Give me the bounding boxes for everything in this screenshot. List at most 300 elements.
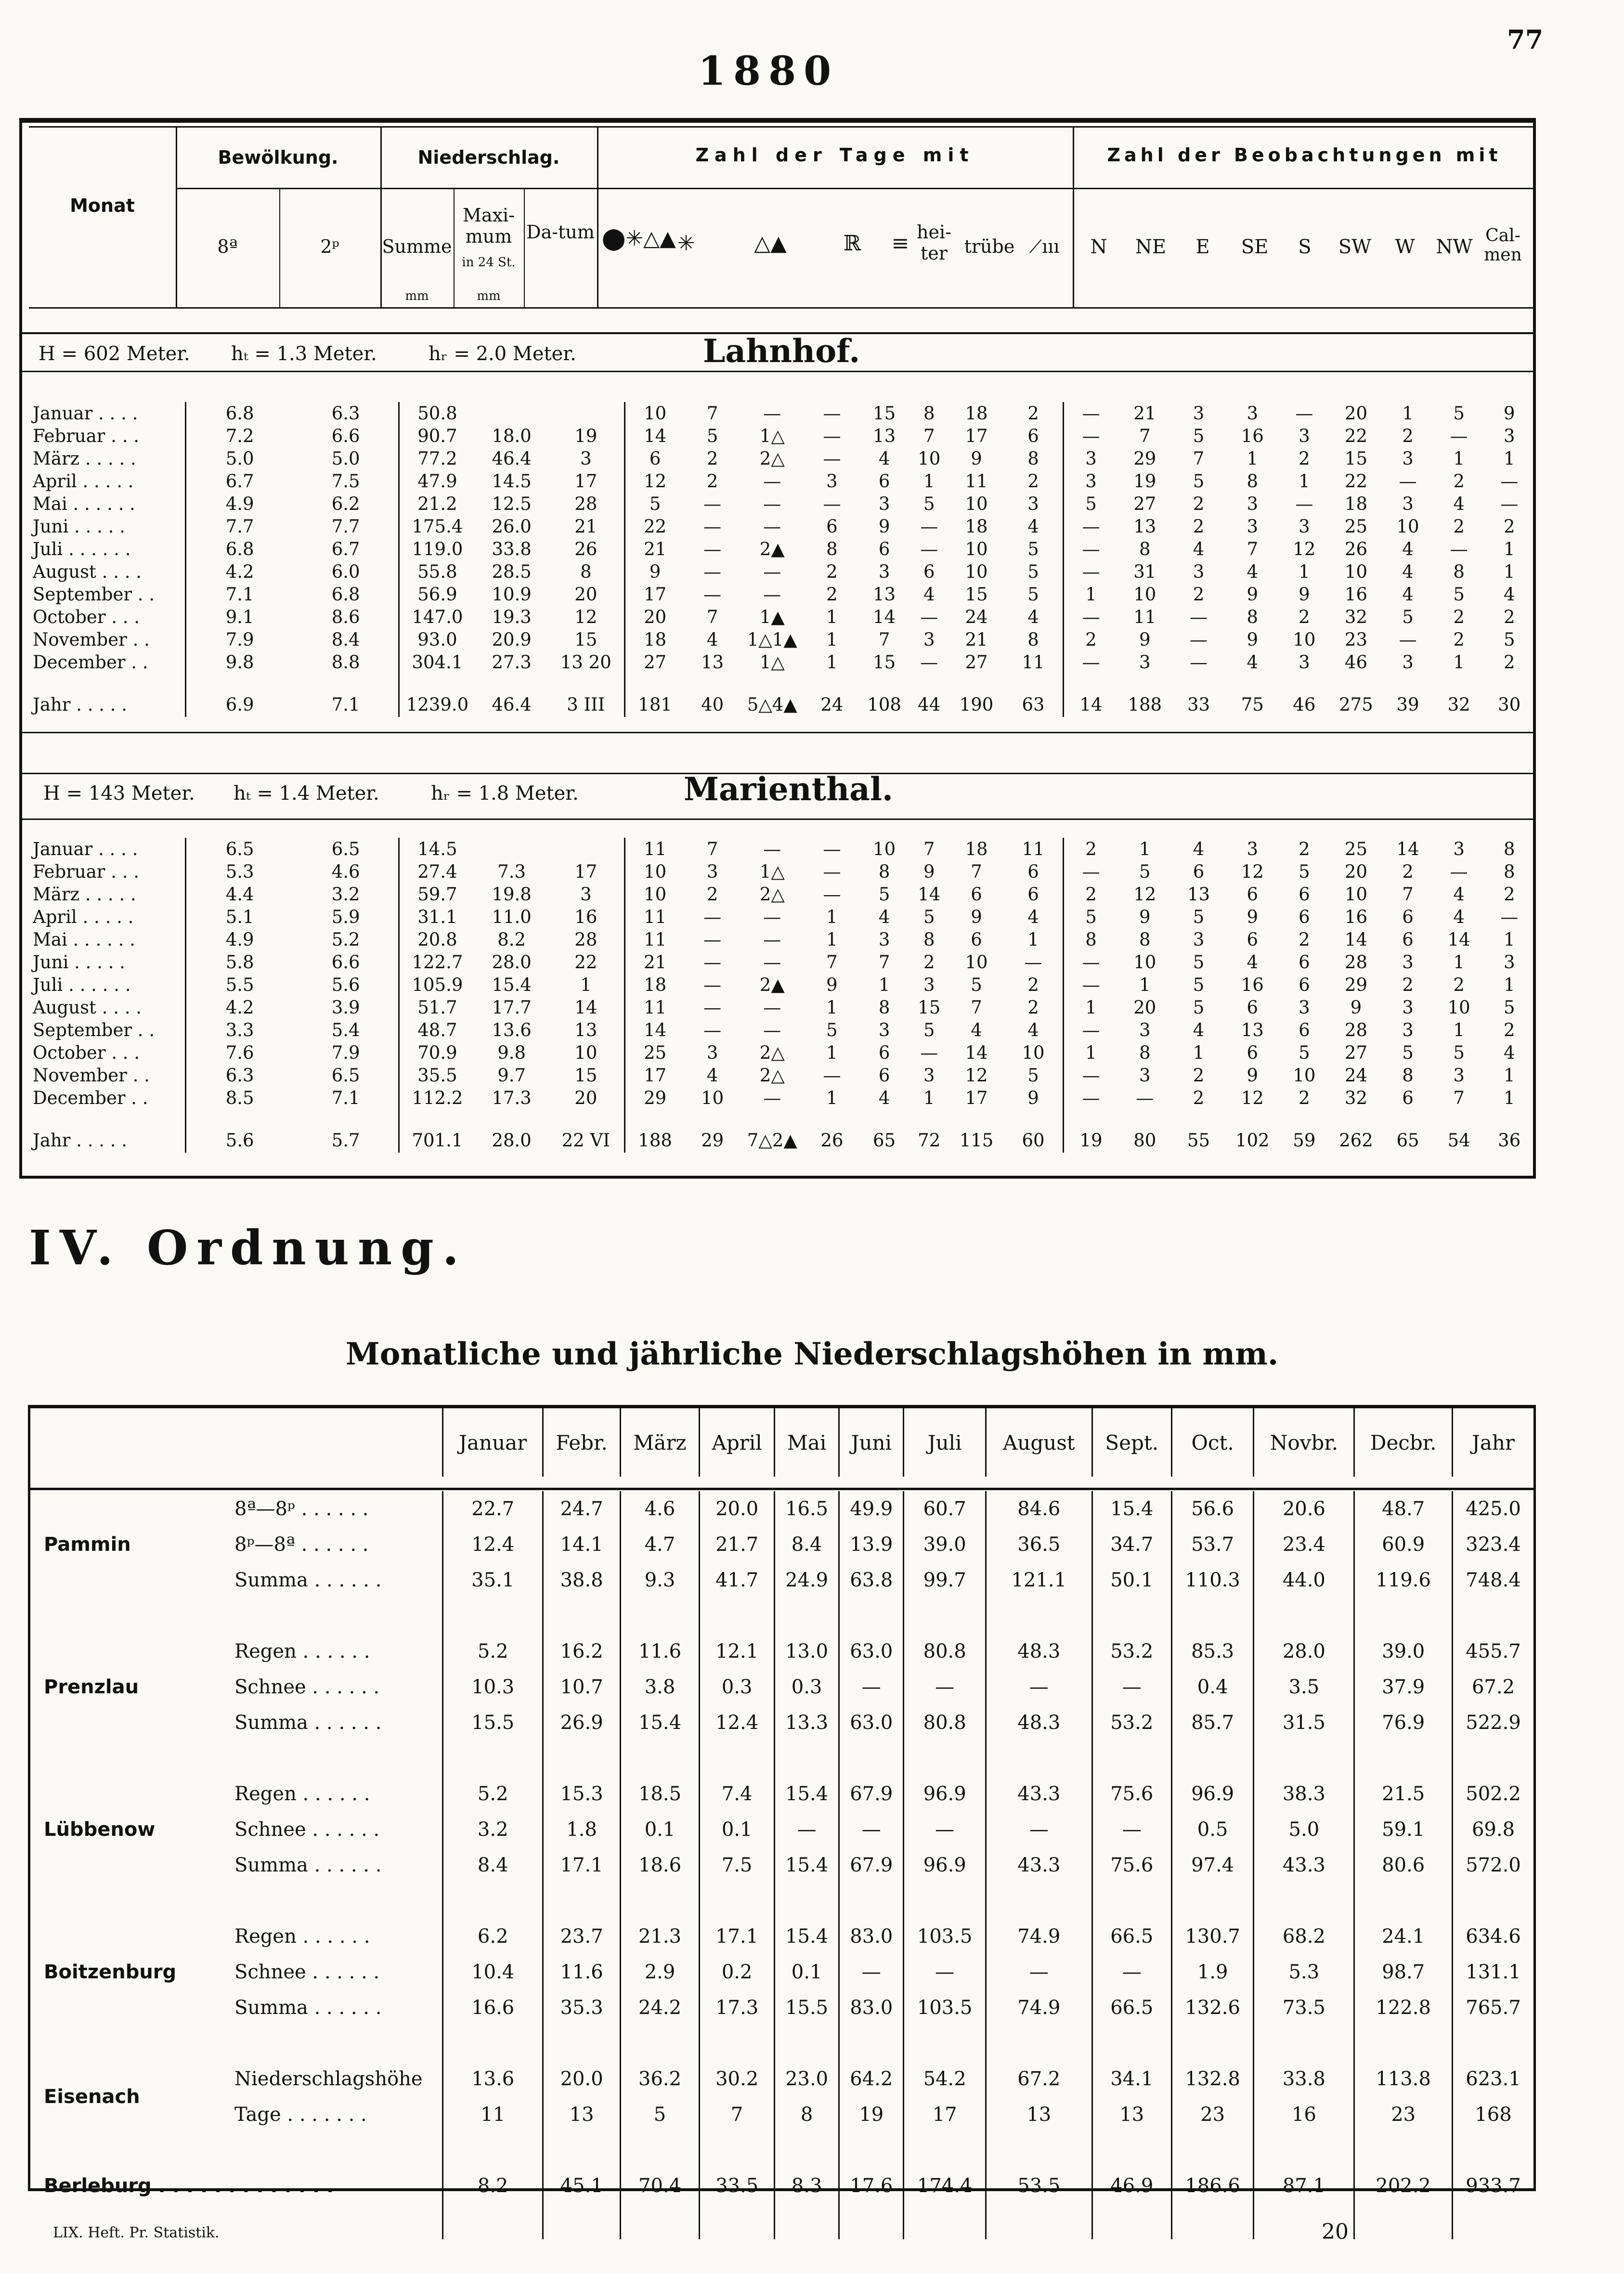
table-cell: 9 bbox=[624, 560, 685, 583]
spacer-cell bbox=[839, 2204, 904, 2239]
spacer-row bbox=[30, 1883, 1533, 1919]
table-cell: 8 bbox=[1027, 448, 1039, 469]
table-cell: 5 bbox=[706, 426, 718, 446]
table-cell: 8.5 bbox=[185, 1087, 293, 1109]
table-cell: — bbox=[703, 907, 722, 927]
table-cell: 14.5 bbox=[492, 471, 532, 492]
spacer-cell bbox=[1092, 1740, 1171, 1776]
spacer-cell bbox=[1354, 1883, 1453, 1919]
table-cell: 7 bbox=[1139, 426, 1151, 446]
table-cell: 4.4 bbox=[185, 883, 293, 906]
table-cell: 27.4 bbox=[399, 860, 475, 883]
table-cell: 188 bbox=[1128, 694, 1162, 715]
month-row bbox=[29, 1087, 1533, 1109]
table-cell: 2 bbox=[1453, 607, 1465, 627]
month-label: Januar . . . . bbox=[33, 839, 138, 859]
spacer-cell bbox=[620, 1883, 699, 1919]
month-label: September . . bbox=[33, 584, 155, 605]
table-cell: 8.4 bbox=[775, 1527, 839, 1562]
table-cell: 8 bbox=[775, 2097, 839, 2132]
table-cell: 2.9 bbox=[620, 1954, 699, 1990]
table-cell: 3 bbox=[1299, 516, 1310, 537]
month-label: März . . . . . bbox=[33, 448, 136, 469]
column-header: Jahr bbox=[1453, 1408, 1533, 1477]
table-cell: 4 bbox=[1193, 1020, 1205, 1040]
table-cell: — bbox=[986, 1812, 1092, 1847]
table-cell: 10.3 bbox=[443, 1669, 543, 1705]
spacer-cell bbox=[1254, 1740, 1354, 1776]
table-cell: 14 bbox=[873, 607, 896, 627]
table-cell: 19 bbox=[574, 426, 598, 446]
table-cell: 13.3 bbox=[775, 1705, 839, 1740]
table-cell: 74.9 bbox=[986, 1990, 1092, 2026]
table-cell: — bbox=[1295, 494, 1313, 514]
table-cell: 5.2 bbox=[331, 929, 360, 950]
table-cell: 39.0 bbox=[1354, 1634, 1453, 1669]
spacer-cell bbox=[700, 1598, 775, 1634]
header-summe: Summe bbox=[382, 236, 452, 257]
spacer-cell bbox=[1171, 1598, 1254, 1634]
table-cell: 0.5 bbox=[1171, 1812, 1254, 1847]
table-cell: 12 bbox=[1133, 884, 1156, 905]
table-cell: 85.3 bbox=[1171, 1634, 1254, 1669]
table-cell: 9.1 bbox=[185, 606, 293, 628]
table-cell: 43.3 bbox=[986, 1847, 1092, 1883]
hail-symbol-icon: △▲ bbox=[754, 231, 787, 256]
table-cell: 8 bbox=[878, 861, 890, 882]
spacer-cell bbox=[1354, 2132, 1453, 2168]
station-param-hr: hᵣ = 2.0 Meter. bbox=[429, 343, 576, 365]
table-cell: 181 bbox=[624, 674, 685, 717]
table-cell: 2 bbox=[1193, 494, 1205, 514]
table-cell: — bbox=[763, 839, 781, 859]
table-cell: 425.0 bbox=[1453, 1491, 1533, 1527]
table-cell: 3 bbox=[1247, 516, 1258, 537]
table-cell: 6.5 bbox=[331, 1065, 360, 1086]
month-row bbox=[29, 860, 1533, 883]
month-label: Mai . . . . . . bbox=[33, 494, 135, 514]
prec-table-right-rule bbox=[1533, 1405, 1536, 2190]
column-header: Decbr. bbox=[1354, 1408, 1453, 1477]
spacer-cell bbox=[443, 2204, 543, 2239]
table-cell: 5 bbox=[1402, 607, 1414, 627]
table-cell: 5 bbox=[1193, 426, 1205, 446]
month-label: Januar . . . . bbox=[33, 403, 138, 424]
table-cell: 7.1 bbox=[331, 1088, 360, 1108]
month-row bbox=[29, 1019, 1533, 1041]
table-cell: — bbox=[1500, 907, 1519, 927]
station-table-marienthal bbox=[29, 838, 1533, 1153]
table-cell: 5 bbox=[1299, 861, 1310, 882]
table-cell: 168 bbox=[1453, 2097, 1533, 2132]
table-cell: 67.2 bbox=[1453, 1669, 1533, 1705]
table-cell: 39 bbox=[1396, 694, 1419, 715]
table-cell: 2 bbox=[1064, 838, 1118, 860]
table-cell: 2 bbox=[1064, 883, 1118, 906]
table-cell: 7.1 bbox=[331, 694, 360, 715]
table-cell: 18 bbox=[965, 839, 988, 859]
spacer-cell bbox=[1453, 1598, 1533, 1634]
table-cell: 20.8 bbox=[399, 928, 475, 951]
table-cell: 23.4 bbox=[1254, 1527, 1354, 1562]
table-cell: 14 bbox=[965, 1042, 988, 1063]
table-row bbox=[30, 1954, 1533, 1990]
header-in24: in 24 St. bbox=[462, 255, 516, 270]
table-cell: 5 bbox=[1027, 1065, 1039, 1086]
table-cell: 9.7 bbox=[497, 1065, 526, 1086]
table-cell: 24.9 bbox=[775, 1562, 839, 1598]
table-cell: 98.7 bbox=[1354, 1954, 1453, 1990]
row-label: Regen . . . . . . bbox=[234, 1925, 370, 1948]
table-cell: 8 bbox=[826, 539, 838, 559]
table-row bbox=[30, 1990, 1533, 2026]
table-cell: 15 bbox=[1344, 448, 1367, 469]
table-cell: 67.9 bbox=[839, 1847, 904, 1883]
table-cell: 22 bbox=[1344, 471, 1367, 492]
table-cell: 186.6 bbox=[1171, 2168, 1254, 2204]
month-label: Mai . . . . . . bbox=[33, 929, 135, 950]
table-cell: 6 bbox=[1027, 861, 1039, 882]
table-cell: 2 bbox=[706, 884, 718, 905]
table-cell: — bbox=[904, 1669, 986, 1705]
table-cell: 6.7 bbox=[331, 539, 360, 559]
table-cell: 26 bbox=[574, 539, 598, 559]
table-cell: 1 bbox=[923, 1088, 935, 1108]
table-cell: 4 bbox=[878, 448, 890, 469]
month-label: März . . . . . bbox=[33, 884, 136, 905]
table-cell: 15.4 bbox=[775, 1847, 839, 1883]
table-cell: 7 bbox=[1193, 448, 1205, 469]
table-cell: 38.8 bbox=[543, 1562, 620, 1598]
table-cell: 2 bbox=[1027, 974, 1039, 995]
row-label: Schnee . . . . . . bbox=[234, 1961, 380, 1983]
spacer-cell bbox=[1453, 2204, 1533, 2239]
table-cell: 21 bbox=[965, 629, 988, 650]
row-label: Schnee . . . . . . bbox=[234, 1676, 380, 1698]
spacer-cell bbox=[904, 2026, 986, 2061]
table-cell: 46 bbox=[1293, 694, 1316, 715]
table-cell: 6.6 bbox=[331, 426, 360, 446]
table-cell: 6.8 bbox=[185, 538, 293, 560]
table-cell: 3 bbox=[1299, 426, 1310, 446]
table-cell: 9 bbox=[1247, 907, 1258, 927]
table-cell: 9 bbox=[826, 974, 838, 995]
table-row bbox=[30, 1812, 1533, 1847]
table-cell: 102 bbox=[1235, 1130, 1270, 1151]
table-cell: 80.8 bbox=[904, 1705, 986, 1740]
table-cell: 3 bbox=[1402, 652, 1414, 673]
table-cell: 32 bbox=[1447, 694, 1470, 715]
table-cell: 29 bbox=[624, 1087, 685, 1109]
table-cell: 67.9 bbox=[839, 1776, 904, 1812]
table-cell: 6.0 bbox=[331, 561, 360, 582]
spacer-cell bbox=[620, 2204, 699, 2239]
table-cell: 10 bbox=[965, 952, 988, 973]
table-cell: 14 bbox=[624, 1019, 685, 1041]
table-cell: 3 bbox=[878, 1020, 890, 1040]
header-zahl-beob: Zahl der Beobachtungen mit bbox=[1107, 144, 1502, 166]
table-cell: 5 bbox=[923, 1020, 935, 1040]
table-cell: 20 bbox=[1344, 861, 1367, 882]
table-cell: 262 bbox=[1339, 1130, 1373, 1151]
table-cell: 1 bbox=[826, 997, 838, 1018]
table-cell: 17 bbox=[965, 426, 988, 446]
spacer-cell bbox=[775, 1883, 839, 1919]
table-cell: 323.4 bbox=[1453, 1527, 1533, 1562]
station-param-ht: hₜ = 1.4 Meter. bbox=[234, 782, 379, 805]
spacer-cell bbox=[839, 1598, 904, 1634]
table-cell: 2 bbox=[1027, 403, 1039, 424]
table-cell: 17 bbox=[574, 861, 598, 882]
table-cell: 13 bbox=[701, 652, 724, 673]
column-header: April bbox=[700, 1408, 775, 1477]
column-header: Febr. bbox=[543, 1408, 620, 1477]
table-cell: 522.9 bbox=[1453, 1705, 1533, 1740]
table-cell: 55 bbox=[1187, 1130, 1210, 1151]
table-cell: 10 bbox=[965, 494, 988, 514]
table-cell: 2 bbox=[1453, 974, 1465, 995]
table-cell: 1△1▲ bbox=[747, 629, 797, 650]
table-cell: 1▲ bbox=[759, 607, 785, 627]
month-row bbox=[29, 1064, 1533, 1087]
table-cell: 14 bbox=[624, 425, 685, 447]
table-cell: 765.7 bbox=[1453, 1990, 1533, 2026]
table-cell: — bbox=[920, 516, 938, 537]
table-cell: 0.1 bbox=[700, 1812, 775, 1847]
table-cell: 10 bbox=[1022, 1042, 1045, 1063]
table-cell: 51.7 bbox=[399, 996, 475, 1019]
table-cell: 7 bbox=[706, 607, 718, 627]
table-cell: 2 bbox=[1503, 516, 1515, 537]
table-cell: 6 bbox=[923, 561, 935, 582]
table-cell: 108 bbox=[867, 694, 901, 715]
table-cell: — bbox=[1064, 538, 1118, 560]
spacer-cell bbox=[1171, 2026, 1254, 2061]
table-cell: 130.7 bbox=[1171, 1919, 1254, 1954]
table-cell: 8.2 bbox=[497, 929, 526, 950]
table-cell: 7 bbox=[826, 952, 838, 973]
table-cell: 11 bbox=[965, 471, 988, 492]
month-label: August . . . . bbox=[33, 561, 142, 582]
table-cell: 175.4 bbox=[399, 515, 475, 538]
table-cell: 20 bbox=[574, 1088, 598, 1108]
spacer-cell bbox=[1354, 1598, 1453, 1634]
table-cell: 5 bbox=[1402, 1042, 1414, 1063]
table-cell: 10 bbox=[1293, 1065, 1316, 1086]
table-cell: 8 bbox=[923, 403, 935, 424]
spacer-cell bbox=[543, 1598, 620, 1634]
table-cell: 15 bbox=[873, 403, 896, 424]
station-param-hr: hᵣ = 1.8 Meter. bbox=[431, 782, 579, 805]
table-cell: 32 bbox=[1344, 1088, 1367, 1108]
table-cell: 14.1 bbox=[543, 1527, 620, 1562]
table-cell: 66.5 bbox=[1092, 1990, 1171, 2026]
table-cell: 18 bbox=[965, 403, 988, 424]
table-cell: 5 bbox=[1193, 974, 1205, 995]
table-cell: 5 bbox=[1193, 997, 1205, 1018]
table-cell: 25 bbox=[1344, 839, 1367, 859]
table-cell: 2 bbox=[1299, 929, 1310, 950]
table-cell: 4 bbox=[1027, 607, 1039, 627]
table-cell: — bbox=[763, 584, 781, 605]
table-cell: 8 bbox=[923, 929, 935, 950]
table-cell: — bbox=[703, 1020, 722, 1040]
month-row bbox=[29, 538, 1533, 560]
table-cell: 44 bbox=[918, 694, 941, 715]
table-cell: 3 bbox=[1247, 839, 1258, 859]
table-cell: 10 bbox=[1396, 516, 1419, 537]
table-cell: 2 bbox=[706, 448, 718, 469]
table-cell: 147.0 bbox=[399, 606, 475, 628]
table-cell: 4.6 bbox=[620, 1491, 699, 1527]
header-blank bbox=[30, 1408, 443, 1477]
table-cell: 20.0 bbox=[700, 1491, 775, 1527]
table-cell: 7 bbox=[1453, 1088, 1465, 1108]
spacer-cell bbox=[1453, 2132, 1533, 2168]
table-cell: 21 bbox=[1133, 403, 1156, 424]
table-cell: 304.1 bbox=[399, 651, 475, 674]
table-cell: — bbox=[1500, 494, 1519, 514]
table-cell: 27 bbox=[1344, 1042, 1367, 1063]
table-cell: 10 bbox=[1133, 584, 1156, 605]
table-cell: 33.8 bbox=[1254, 2061, 1354, 2097]
table-cell: 1 bbox=[1453, 652, 1465, 673]
table-cell: — bbox=[823, 861, 841, 882]
column-header: März bbox=[620, 1408, 699, 1477]
column-header: Juli bbox=[904, 1408, 986, 1477]
table-cell: 5 bbox=[1453, 403, 1465, 424]
table-cell: — bbox=[703, 974, 722, 995]
table-cell: 1 bbox=[826, 1088, 838, 1108]
table-cell: 10 bbox=[624, 860, 685, 883]
table-cell: 24.7 bbox=[543, 1491, 620, 1527]
table-cell: 56.9 bbox=[399, 583, 475, 606]
spacer-cell bbox=[904, 1883, 986, 1919]
table-cell: 1 bbox=[1247, 448, 1258, 469]
spacer-cell bbox=[775, 2132, 839, 2168]
table-cell: 37.9 bbox=[1354, 1669, 1453, 1705]
spacer-cell bbox=[543, 2132, 620, 2168]
table-cell: 1 bbox=[1299, 561, 1310, 582]
row-label: Summa . . . . . . bbox=[234, 1569, 382, 1591]
table-cell: 9 bbox=[1139, 907, 1151, 927]
table-cell: 7.3 bbox=[497, 861, 526, 882]
table-cell: 24.2 bbox=[620, 1990, 699, 2026]
table-cell: 174.4 bbox=[904, 2168, 986, 2204]
table-cell: 14 bbox=[1064, 674, 1118, 717]
table-cell: 5 bbox=[1027, 584, 1039, 605]
page-number: 77 bbox=[1507, 24, 1544, 55]
table-cell: 27.3 bbox=[492, 652, 532, 673]
table-cell: 5 bbox=[1064, 493, 1118, 515]
table-cell: 19.3 bbox=[492, 607, 532, 627]
storm-symbol-icon: ⟋ııı bbox=[1029, 236, 1060, 257]
table-cell: 3 bbox=[878, 929, 890, 950]
spacer-row bbox=[30, 1477, 1533, 1491]
table-cell: 5 bbox=[1453, 584, 1465, 605]
spacer-cell bbox=[620, 2026, 699, 2061]
table-cell: — bbox=[763, 516, 781, 537]
month-row bbox=[29, 447, 1533, 470]
table-cell: — bbox=[763, 1020, 781, 1040]
table-cell: 2△ bbox=[759, 448, 785, 469]
table-cell: 16 bbox=[574, 907, 598, 927]
table-cell: 2 bbox=[1402, 974, 1414, 995]
spacer-cell bbox=[775, 2204, 839, 2239]
section-title: Monatliche und jährliche Niederschlagshöhen in mm. bbox=[345, 1336, 1279, 1372]
column-header: August bbox=[986, 1408, 1092, 1477]
table-cell: 13 bbox=[1187, 884, 1210, 905]
table-cell: 7△2▲ bbox=[747, 1130, 797, 1151]
table-cell: 2 bbox=[1402, 426, 1414, 446]
table-cell: 3 bbox=[826, 471, 838, 492]
table-cell: 46.9 bbox=[1092, 2168, 1171, 2204]
table-cell: 6.8 bbox=[185, 402, 293, 425]
table-cell: 55.8 bbox=[399, 560, 475, 583]
table-cell: 0.1 bbox=[620, 1812, 699, 1847]
table-cell: 24 bbox=[965, 607, 988, 627]
table-cell: 6 bbox=[1299, 907, 1310, 927]
table-cell: 1△ bbox=[759, 426, 785, 446]
table-cell: 9 bbox=[1247, 584, 1258, 605]
table-cell: 11 bbox=[624, 906, 685, 928]
table-cell: 122.7 bbox=[399, 951, 475, 974]
spacer-cell bbox=[30, 2132, 443, 2168]
table-cell: — bbox=[1189, 652, 1208, 673]
table-cell: 113.8 bbox=[1354, 2061, 1453, 2097]
table-cell: 7.4 bbox=[700, 1776, 775, 1812]
table-cell: — bbox=[703, 997, 722, 1018]
table-cell: — bbox=[1450, 861, 1468, 882]
table-cell: 3 bbox=[1247, 494, 1258, 514]
table-cell: 19.8 bbox=[492, 884, 532, 905]
table-cell: 68.2 bbox=[1254, 1919, 1354, 1954]
table-cell: 14 bbox=[918, 884, 941, 905]
page-year: 1880 bbox=[698, 48, 839, 94]
section-ordnung: IV. Ordnung. bbox=[29, 1221, 468, 1276]
table-cell: — bbox=[1450, 426, 1468, 446]
table-cell: 53.2 bbox=[1092, 1634, 1171, 1669]
table-cell: 27 bbox=[624, 651, 685, 674]
table-cell: 5.8 bbox=[185, 951, 293, 974]
table-cell: 6 bbox=[1299, 884, 1310, 905]
table-cell: 18.6 bbox=[620, 1847, 699, 1883]
table-cell: 6 bbox=[1027, 426, 1039, 446]
table-cell: 9.8 bbox=[185, 651, 293, 674]
table-cell: — bbox=[1092, 1812, 1171, 1847]
table-cell: 63 bbox=[1022, 694, 1045, 715]
table-cell: 12 bbox=[965, 1065, 988, 1086]
table-cell: 26.0 bbox=[492, 516, 532, 537]
table-cell: 10.4 bbox=[443, 1954, 543, 1990]
table-cell: 1 bbox=[1453, 1020, 1465, 1040]
table-cell: 3 bbox=[923, 629, 935, 650]
spacer-cell bbox=[986, 2132, 1092, 2168]
table-cell: 49.9 bbox=[839, 1491, 904, 1527]
table-cell: 11.6 bbox=[620, 1634, 699, 1669]
table-cell: 7.9 bbox=[185, 628, 293, 651]
table-cell: 80.8 bbox=[904, 1634, 986, 1669]
table-cell: 21.5 bbox=[1354, 1776, 1453, 1812]
table-row bbox=[30, 1491, 1533, 1527]
month-row bbox=[29, 606, 1533, 628]
table-cell: 1 bbox=[1503, 974, 1515, 995]
table-cell: 15.4 bbox=[775, 1776, 839, 1812]
precipitation-table bbox=[30, 1408, 1533, 2239]
spacer-cell bbox=[839, 1883, 904, 1919]
table-cell: — bbox=[1064, 651, 1118, 674]
station-name: Eisenach bbox=[44, 2086, 140, 2108]
